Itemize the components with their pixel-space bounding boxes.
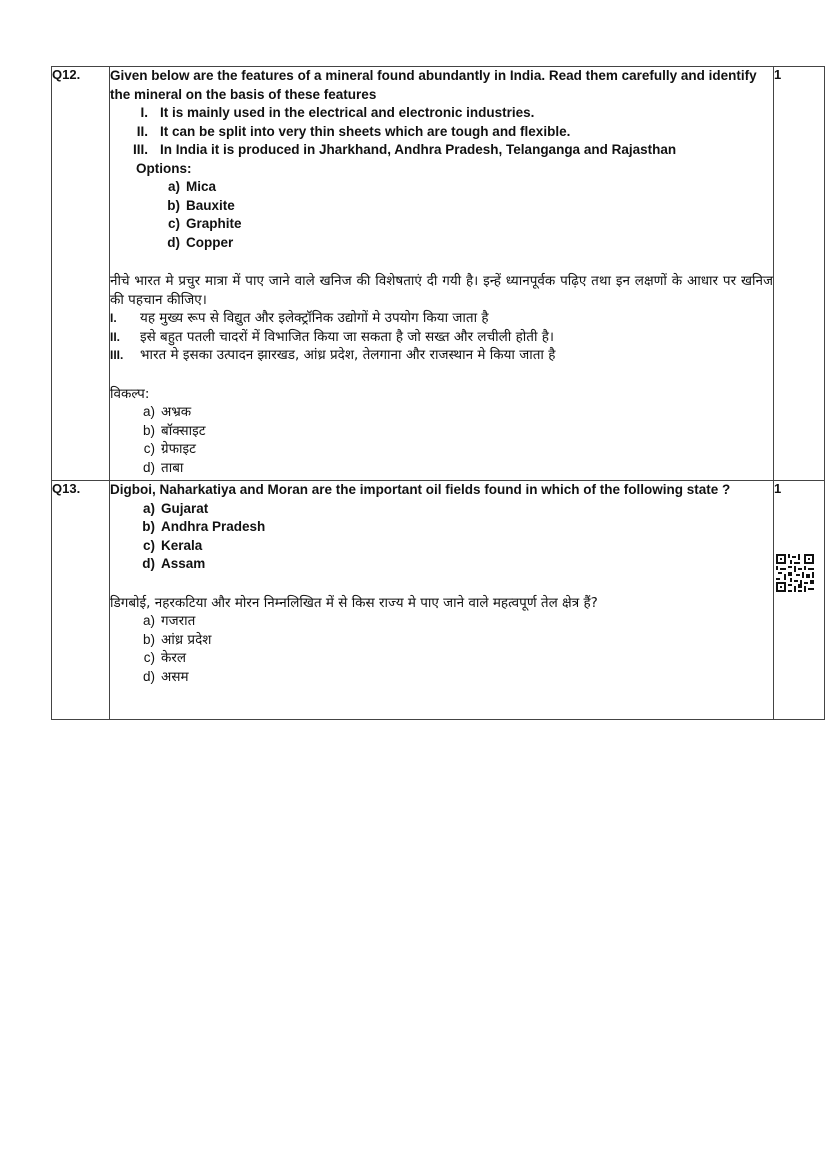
- marks: 1: [774, 481, 782, 496]
- question-table: [51, 66, 825, 720]
- qr-code-icon: [776, 554, 814, 592]
- feature-item: II. It can be split into very thin sheets which are tough and flexible.: [136, 123, 571, 139]
- option-item-hi: a) गजरात: [142, 613, 196, 629]
- question-stem-hi: नीचे भारत मे प्रचुर मात्रा में पाए जाने वाले खनिज की विशेषताएं दी गयी है। इन्हें ध्यानपूर्वक पढ़िए तथा इन लक्षणों के आधार पर खनिज की पहचान कीजिए।: [110, 273, 773, 308]
- question-stem-en: Digboi, Naharkatiya and Moran are the important oil fields found in which of the following state ?: [110, 482, 731, 497]
- feature-item-hi: I. यह मुख्य रूप से विद्युत और इलेक्ट्रॉनिक उद्योगों मे उपयोग किया जाता है: [110, 310, 489, 326]
- question-content: [110, 481, 774, 720]
- option-item: b) Bauxite: [167, 197, 235, 213]
- option-item-hi: d) असम: [142, 668, 189, 685]
- marks: 1: [774, 67, 825, 481]
- question-stem-hi: डिगबोई, नहरकटिया और मोरन निम्नलिखित में से किस राज्य मे पाए जाने वाले महत्वपूर्ण तेल क्षेत्र हैं?: [110, 594, 598, 611]
- option-item: a) Gujarat: [142, 500, 209, 516]
- option-item-hi: b) आंध्र प्रदेश: [142, 631, 212, 648]
- feature-item: III. In India it is produced in Jharkhand, Andhra Pradesh, Telanganga and Rajasthan: [132, 142, 677, 157]
- options-label: Options:: [136, 160, 192, 176]
- question-number: Q12.: [52, 67, 110, 481]
- option-item-hi: a) अभ्रक: [142, 404, 192, 420]
- option-item: c) Kerala: [142, 537, 203, 553]
- question-number: Q13.: [52, 481, 110, 720]
- option-item-hi: c) ग्रेफाइट: [143, 441, 196, 457]
- option-item: c) Graphite: [167, 216, 242, 231]
- question-row-q13: [52, 481, 825, 720]
- option-item: a) Mica: [167, 179, 217, 194]
- feature-item-hi: II. इसे बहुत पतली चादरों में विभाजित किया जा सकता है जो सख्त और लचीली होती है।: [110, 328, 555, 345]
- feature-item-hi: III. भारत मे इसका उत्पादन झारखड, आंध्र प्रदेश, तेलगाना और राजस्थान मे किया जाता है: [110, 347, 556, 363]
- option-item: b) Andhra Pradesh: [142, 519, 266, 534]
- options-label-hi: विकल्प:: [110, 385, 150, 402]
- marks-cell: [774, 481, 825, 720]
- question-content: [110, 67, 774, 481]
- option-item-hi: d) ताबा: [142, 459, 184, 476]
- option-item: d) Assam: [142, 556, 206, 571]
- option-item-hi: c) केरल: [143, 650, 187, 666]
- option-item: d) Copper: [167, 234, 234, 250]
- question-row-q12: [52, 67, 825, 481]
- question-stem-en: Given below are the features of a mineral found abundantly in India. Read them carefully and identify the mineral on the basis of these features: [110, 68, 757, 102]
- feature-item: I. It is mainly used in the electrical and electronic industries.: [140, 105, 535, 120]
- option-item-hi: b) बॉक्साइट: [142, 422, 206, 439]
